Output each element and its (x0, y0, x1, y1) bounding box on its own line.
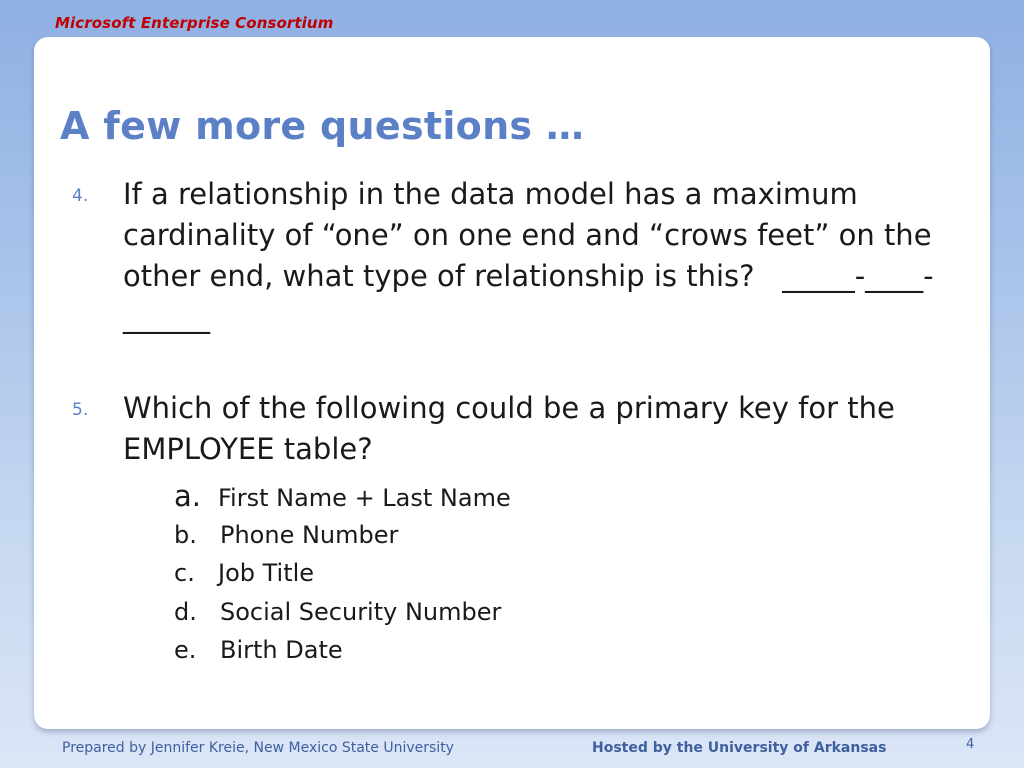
consortium-brand: Microsoft Enterprise Consortium (55, 14, 334, 32)
option-letter: c. (174, 559, 195, 587)
option-a (174, 477, 511, 516)
option-text: Job Title (218, 559, 315, 587)
option-text: Social Security Number (220, 597, 502, 626)
option-text: Phone Number (220, 520, 399, 549)
question-number: 5. (72, 400, 89, 420)
question-4 (72, 174, 952, 344)
option-letter: e. (174, 636, 197, 664)
footer-credit: Prepared by Jennifer Kreie, New Mexico State University (62, 740, 454, 756)
question-number: 4. (72, 186, 89, 206)
question-5 (72, 388, 952, 478)
option-text: First Name + Last Name (218, 484, 511, 512)
page-number: 4 (966, 737, 975, 752)
option-letter: d. (174, 597, 197, 626)
option-letter: b. (174, 520, 197, 549)
question-4-text: If a relationship in the data model has a maximum cardinality of “one” on one end and “crows feet” on the other end, what type of relationship is this? _____-____-______ (123, 177, 941, 334)
question-text (123, 174, 953, 338)
footer-host: Hosted by the University of Arkansas (592, 740, 887, 756)
question-5-text: Which of the following could be a primary key for the EMPLOYEE table? (123, 391, 895, 466)
slide-title: A few more questions … (60, 104, 585, 148)
answer-options (174, 477, 511, 670)
option-c (174, 554, 511, 593)
option-b (174, 516, 511, 555)
option-letter: a. (174, 479, 201, 513)
option-text: Birth Date (220, 636, 343, 664)
option-d (174, 593, 511, 632)
option-e (174, 631, 511, 670)
